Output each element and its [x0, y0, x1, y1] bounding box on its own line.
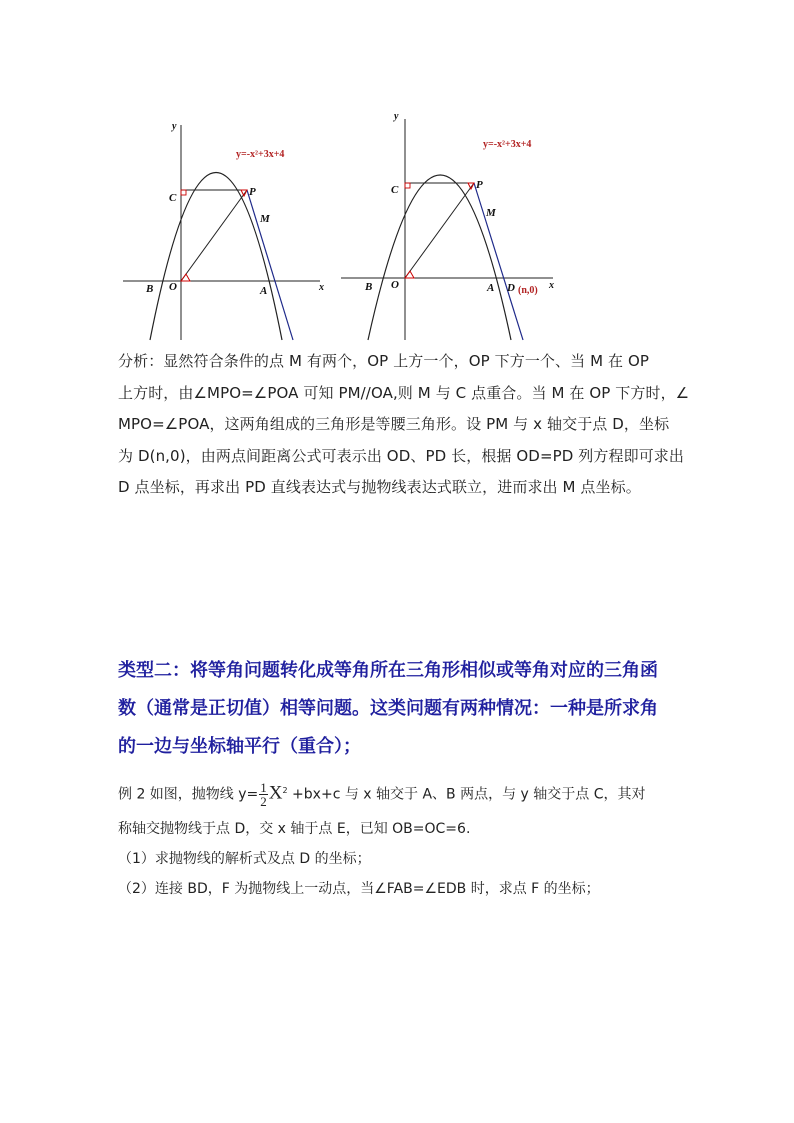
x-axis-label: x — [319, 282, 324, 293]
analysis-line: 上方时，由∠MPO=∠POA 可知 PM//OA,则 M 与 C 点重合。当 M 在 OP 下方时，∠ — [118, 383, 690, 402]
segment-OP — [405, 183, 474, 278]
point-M-label: M — [486, 207, 496, 219]
point-P-label: P — [476, 179, 483, 191]
analysis-paragraph — [118, 346, 689, 504]
example-2-problem — [118, 776, 646, 904]
heading-line: 类型二：将等角问题转化成等角所在三角形相似或等角对应的三角函 — [118, 660, 658, 681]
y-axis-label: y — [394, 111, 399, 122]
segment-OP — [181, 190, 247, 281]
figure-1-parabola-graph — [120, 115, 335, 340]
angle-mark-P — [468, 183, 474, 189]
parabola-equation: y=-x²+3x+4 — [236, 149, 285, 160]
point-D-coordinate: (n,0) — [518, 285, 538, 296]
parabola-equation: y=-x²+3x+4 — [483, 139, 532, 150]
question-1: （1）求抛物线的解析式及点 D 的坐标； — [118, 850, 371, 867]
point-C-label: C — [169, 192, 177, 204]
point-A-label: A — [487, 282, 495, 294]
question-2: （2）连接 BD，F 为抛物线上一动点，当∠FAB=∠EDB 时，求点 F 的坐标； — [118, 880, 600, 897]
line-PM — [247, 190, 293, 340]
point-O-label: O — [391, 279, 399, 291]
right-angle-mark-C — [181, 190, 186, 195]
angle-mark-O — [181, 274, 190, 281]
point-C-label: C — [391, 184, 399, 196]
x-axis-label: x — [549, 280, 554, 291]
section-heading-type-2 — [118, 652, 698, 766]
analysis-line: MPO=∠POA，这两角组成的三角形是等腰三角形。设 PM 与 x 轴交于点 D，坐标 — [118, 415, 670, 433]
analysis-line: D 点坐标，再求出 PD 直线表达式与抛物线表达式联立，进而求出 M 点坐标。 — [118, 478, 641, 496]
heading-line: 的一边与坐标轴平行（重合）； — [118, 736, 361, 757]
angle-mark-O — [405, 271, 414, 278]
angle-mark-P — [241, 190, 247, 196]
point-M-label: M — [260, 213, 270, 225]
analysis-line: 分析：显然符合条件的点 M 有两个，OP 上方一个，OP 下方一个、当 M 在 OP — [118, 352, 650, 370]
example-line-1: 例 2 如图，抛物线 y= $\frac{1}{2}$ $X^2 +bx+c$ 与 x 轴交于 A、B 两点，与 y 轴交于点 C，其对 — [118, 780, 646, 810]
heading-line: 数（通常是正切值）相等问题。这类问题有两种情况：一种是所求角 — [118, 698, 658, 719]
point-B-label: B — [365, 281, 373, 293]
fraction-one-half: $\frac{1}{2}$ — [260, 780, 267, 810]
analysis-line: 为 D(n,0)，由两点间距离公式可表示出 OD、PD 长，根据 OD=PD 列方程即可求出 — [118, 446, 684, 465]
parabola-curve — [368, 175, 511, 340]
y-axis-label: y — [172, 121, 177, 132]
right-angle-mark-C — [405, 183, 410, 188]
point-B-label: B — [146, 283, 154, 295]
example-line-2: 称轴交抛物线于点 D，交 x 轴于点 E，已知 OB=OC=6. — [118, 820, 471, 837]
point-A-label: A — [260, 285, 268, 297]
point-P-label: P — [249, 186, 256, 198]
line-PD — [474, 183, 523, 340]
point-O-label: O — [169, 281, 177, 293]
figure-2-parabola-graph — [341, 105, 561, 340]
point-D-label: D — [507, 282, 515, 294]
